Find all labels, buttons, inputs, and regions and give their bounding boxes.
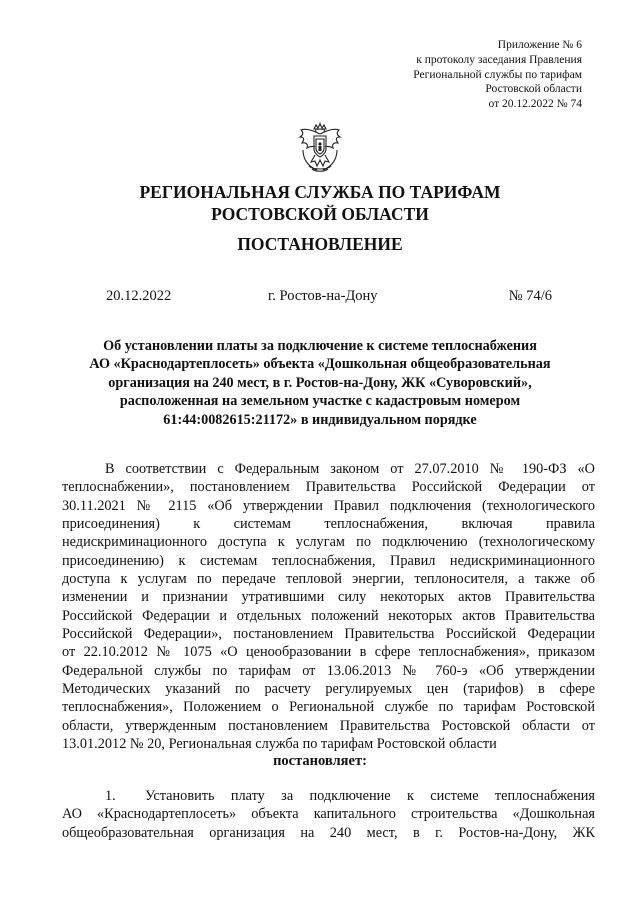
subject-line: расположенная на земельном участке с кадастровым номером xyxy=(119,393,521,410)
subject-line: АО «Краснодартеплосеть» объекта «Дошкольная общеобразовательная xyxy=(89,356,551,373)
preamble-line: 30.11.2021 № 2115 «Об утверждении Правил подключения (технологического xyxy=(62,497,595,514)
preamble-line: 13.01.2012 № 20, Региональная служба по тарифам Ростовской области xyxy=(62,736,497,753)
annex-line: Ростовской области xyxy=(485,83,582,96)
preamble-line: Методических указаний по расчету регулируемых цен (тарифов) в сфере xyxy=(62,681,595,698)
document-subject xyxy=(60,337,580,429)
preamble-line: теплоснабжении», постановлением Правительства Российской Федерации от xyxy=(62,479,595,496)
item-1-text: Установить плату за подключение к системе теплоснабжения xyxy=(145,788,595,804)
subject-line: Об установлении платы за подключение к системе теплоснабжения xyxy=(103,338,537,354)
document-number: № 74/6 xyxy=(508,288,552,304)
preamble-line: доступа к услугам по передаче тепловой энергии, теплоносителя, а также об xyxy=(62,571,595,588)
preamble-line: В соответствии с Федеральным законом от 27.07.2010 № 190-ФЗ «О xyxy=(105,461,595,477)
agency-line: РОСТОВСКОЙ ОБЛАСТИ xyxy=(211,204,429,224)
item-1-number: 1. xyxy=(105,788,116,804)
annex-line: к протоколу заседания Правления xyxy=(416,53,582,66)
document-type: ПОСТАНОВЛЕНИЕ xyxy=(237,234,403,254)
preamble-line: Российской Федерации», постановлением Правительства Российской Федерации xyxy=(62,626,595,643)
item-1-line: АО «Краснодартеплосеть» объекта капитального строительства «Дошкольная xyxy=(62,806,595,823)
resolves-heading: постановляет: xyxy=(273,753,367,769)
preamble-line: Федеральной службы по тарифам от 13.06.2013 № 760-э «Об утверждении xyxy=(62,662,595,679)
preamble-line: от 22.10.2012 № 1075 «О ценообразовании в сфере теплоснабжения», приказом xyxy=(62,644,595,661)
item-1-line: общеобразовательная организация на 240 мест, в г. Ростов-на-Дону, ЖК xyxy=(62,824,595,841)
document-city: г. Ростов-на-Дону xyxy=(268,288,378,304)
coat-of-arms-icon xyxy=(297,122,343,174)
annex-line: от 20.12.2022 № 74 xyxy=(488,98,582,111)
preamble-paragraph xyxy=(62,460,595,754)
annex-line: Приложение № 6 xyxy=(497,39,582,51)
document-date: 20.12.2022 xyxy=(106,288,172,304)
annex-line: Региональной службы по тарифам xyxy=(413,68,582,81)
preamble-line: недискриминационного доступа к услугам по подключению (технологическому xyxy=(62,534,595,551)
subject-line: организация на 240 мест, в г. Ростов-на-Дону, ЖК «Суворовский», xyxy=(108,374,532,391)
preamble-line: области, утвержденным постановлением Правительства Ростовской области от xyxy=(62,717,595,734)
subject-line: 61:44:0082615:21172» в индивидуальном порядке xyxy=(163,411,477,428)
preamble-line: теплоснабжения», Положением о Региональной службе по тарифам Ростовской xyxy=(62,699,595,716)
agency-name xyxy=(0,181,640,225)
preamble-line: присоединению) к системам теплоснабжения, Правил недискриминационного xyxy=(62,552,595,569)
agency-line: РЕГИОНАЛЬНАЯ СЛУЖБА ПО ТАРИФАМ xyxy=(139,182,501,202)
preamble-line: изменении и признании утратившими силу некоторых актов Правительства xyxy=(62,589,595,606)
item-1-paragraph xyxy=(62,787,595,842)
preamble-line: присоединения) к системам теплоснабжения, включая правила xyxy=(62,516,595,533)
annex-block xyxy=(362,38,582,112)
item-1-first-line xyxy=(62,787,595,805)
preamble-line: Российской Федерации и отдельных положений некоторых актов Правительства xyxy=(62,607,595,624)
